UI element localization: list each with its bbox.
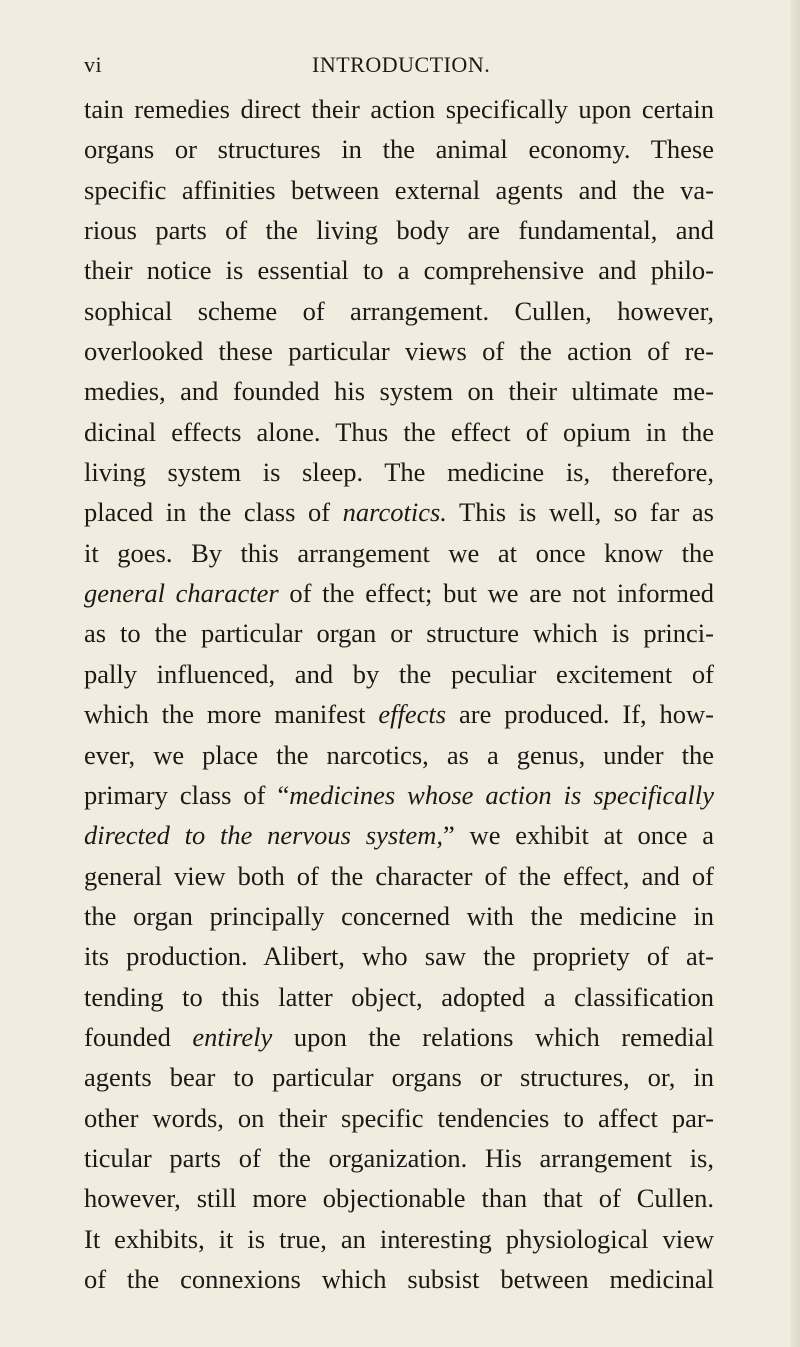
text-line: living system is sleep. The medicine is, therefore,	[84, 457, 714, 488]
text-line: sophical scheme of arrangement. Cullen, however,	[84, 295, 714, 326]
text-line: primary class of “medicines whose action is specifically	[84, 779, 714, 810]
italic-term: effects	[378, 699, 447, 730]
text-line: general character of the effect; but we are not informed	[84, 578, 714, 609]
text-line: pally influenced, and by the peculiar excitement of	[84, 658, 714, 689]
text-line: general view both of the character of the effect, and of	[84, 860, 714, 891]
italic-term: entirely	[192, 1021, 273, 1052]
text-line: which the more manifest effects are produced. If, how-	[84, 699, 714, 730]
text-line: placed in the class of narcotics. This is well, so far as	[84, 497, 714, 528]
text-line: as to the particular organ or structure which is princi-	[84, 618, 714, 649]
italic-term: medicines whose action is specifically	[289, 779, 714, 810]
body-text	[84, 89, 714, 1299]
text-line: other words, on their specific tendencies to affect par-	[84, 1102, 714, 1133]
text-line: organs or structures in the animal economy. These	[84, 134, 714, 165]
text-line: it goes. By this arrangement we at once know the	[84, 537, 714, 568]
text-line: ticular parts of the organization. His arrangement is,	[84, 1142, 714, 1173]
text-line: medies, and founded his system on their ultimate me-	[84, 376, 714, 407]
italic-term: narcotics.	[342, 497, 447, 528]
italic-term: directed to the nervous system,	[84, 820, 444, 851]
text-line: rious parts of the living body are fundamental, and	[84, 215, 714, 246]
running-header	[84, 52, 714, 82]
text-line: of the connexions which subsist between medicinal	[84, 1263, 714, 1294]
text-line: ever, we place the narcotics, as a genus, under the	[84, 739, 714, 770]
text-line: however, still more objectionable than that of Cullen.	[84, 1183, 714, 1214]
text-line: tending to this latter object, adopted a classification	[84, 981, 714, 1012]
page-number: vi	[84, 52, 103, 77]
text-line: directed to the nervous system,” we exhibit at once a	[84, 820, 714, 851]
text-line: the organ principally concerned with the medicine in	[84, 900, 714, 931]
text-line: tain remedies direct their action specifically upon certain	[84, 94, 714, 124]
text-line: their notice is essential to a comprehensive and philo-	[84, 255, 714, 286]
italic-term: general character	[84, 578, 279, 609]
text-line: overlooked these particular views of the action of re-	[84, 336, 714, 367]
text-line: dicinal effects alone. Thus the effect of opium in the	[84, 416, 714, 447]
page-edge-shadow	[790, 0, 800, 1347]
text-line: specific affinities between external agents and the va-	[84, 174, 714, 205]
chapter-title: INTRODUCTION.	[312, 52, 491, 77]
text-line: its production. Alibert, who saw the propriety of at-	[84, 941, 714, 972]
text-line: founded entirely upon the relations which remedial	[84, 1021, 714, 1052]
text-line: agents bear to particular organs or structures, or, in	[84, 1062, 714, 1093]
text-line: It exhibits, it is true, an interesting physiological view	[84, 1223, 714, 1254]
